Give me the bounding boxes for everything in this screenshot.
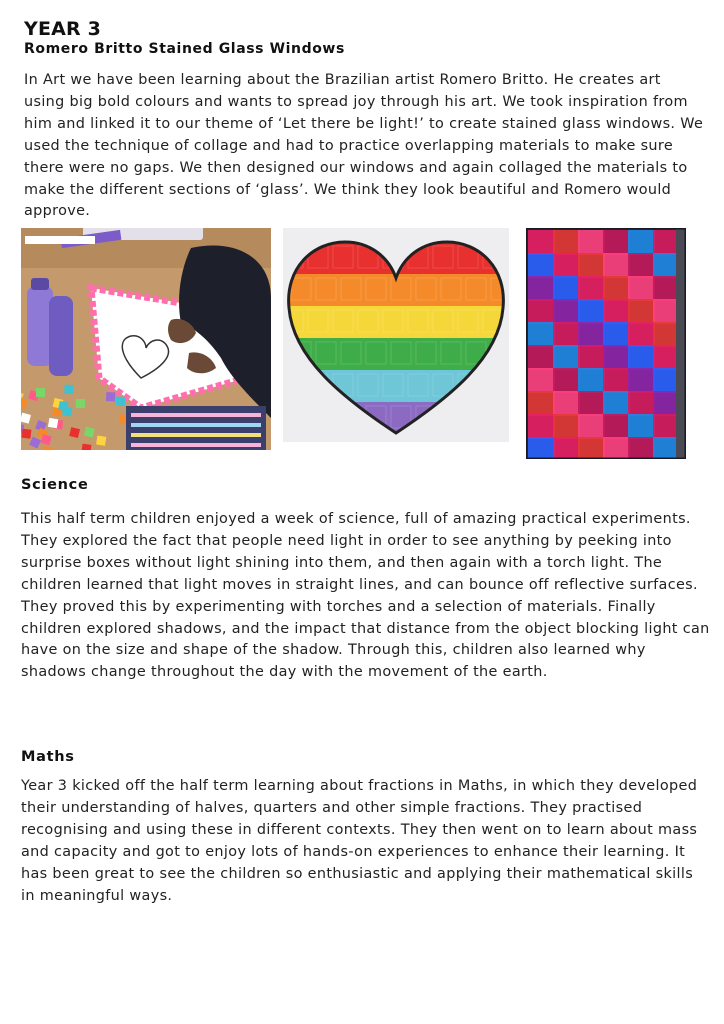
maths-paragraph: Year 3 kicked off the half term learning about fractions in Maths, in which they developed their understanding of halves, quarters and other simple fractions. They practised recognising and using these in different contexts. They then went on to learn about mass and capacity and got to enjoy lots of hands-on experiences to enhance their learning. It has been great to see the children so enthusiastic and applying their mathematical skills in meaningful ways. [21, 778, 698, 904]
science-paragraph: This half term children enjoyed a week of science, full of amazing practical experiments. They explored the fact that people need light in order to see anything by peeking into surprise boxes without light shining into them, and then again with a torch light. The children learned that light moves in straight lines, and can bounce off reflective surfaces. They proved this by experimenting with torches and a selection of materials. Finally children explored shadows, and the impact that distance from the object blocking light can have on the size and shape of the shadow. Through this, children also learned why shadows change throughout the day with the movement of the earth. [21, 511, 710, 681]
art-paragraph: In Art we have been learning about the Brazilian artist Romero Britto. He creates art using big bold colours and wants to spread joy through his art. We took inspiration from him and linked it to our theme of ‘Let there be light!’ to create stained glass windows. We used the technique of collage and had to practice overlapping materials to make sure there were no gaps. We then designed our windows and again collaged the materials to make the different sections of ‘glass’. We think they look beautiful and Romero would approve. [24, 72, 704, 220]
science-heading: Science [21, 477, 89, 493]
stained-glass-window-photo [526, 228, 686, 459]
art-subtitle: Romero Britto Stained Glass Windows [24, 41, 345, 57]
page-title: YEAR 3 [24, 18, 102, 40]
maths-heading: Maths [21, 749, 75, 765]
children-collaging-photo [21, 228, 271, 450]
rainbow-heart-collage-photo [283, 228, 509, 442]
